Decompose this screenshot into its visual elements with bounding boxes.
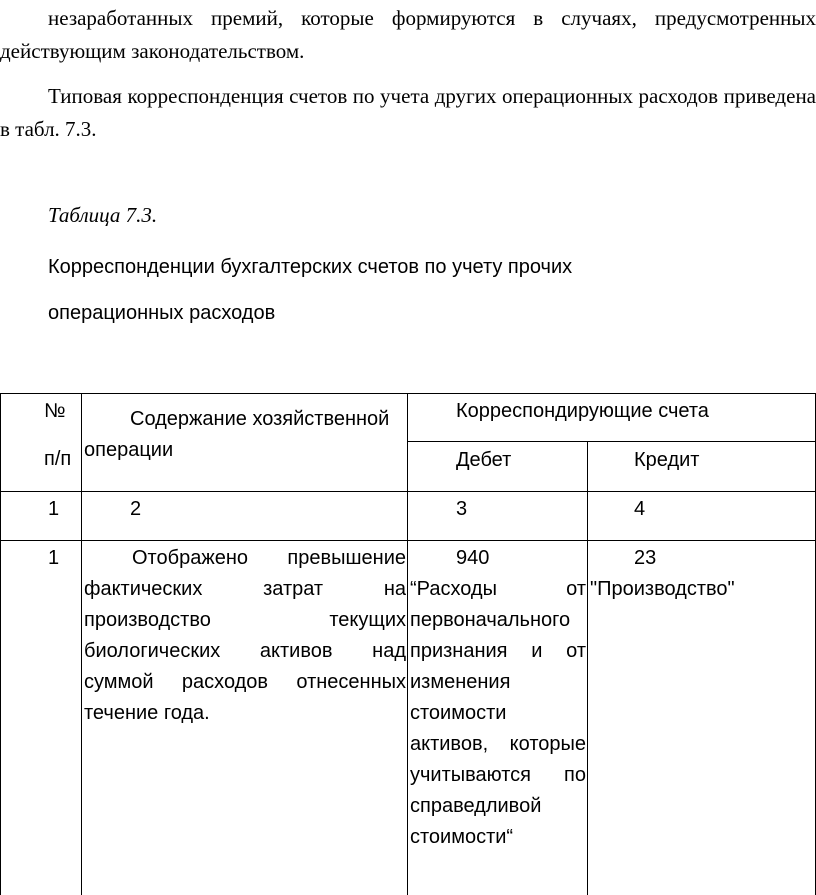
table-line-col-3: [587, 441, 588, 895]
table-line-col-1: [81, 393, 82, 895]
header-num-symbol: №: [44, 400, 66, 422]
row-1-content: Отображено превышение фактических затрат на производство текущих биологических активов над суммой расходов отнесенных течение года.: [84, 547, 406, 724]
column-number-3: 3: [456, 498, 468, 520]
table-line-header-split: [407, 441, 816, 442]
row-1-credit-code: 23: [634, 547, 657, 569]
row-1-debit-code: 940: [456, 547, 490, 569]
table-title-line-1: Корреспонденции бухгалтерских счетов по учету прочих: [48, 256, 573, 278]
row-1-debit-name: “Расходы от первоначального признания и от изменения стоимости активов, которые учитываются по справедливой стоимости“: [410, 578, 586, 848]
table-line-numbers-bottom: [0, 540, 816, 541]
column-number-2: 2: [130, 498, 142, 520]
table-caption: Таблица 7.3.: [48, 203, 158, 227]
paragraph-2: Типовая корреспонденция счетов по учета других операционных расходов приведена в табл. 7.3.: [0, 84, 816, 141]
table-line-header-bottom: [0, 491, 816, 492]
row-1-credit-name: "Производство": [590, 578, 735, 600]
row-1-num: 1: [48, 547, 60, 569]
table-line-col-2: [407, 393, 408, 895]
paragraph-1: незаработанных премий, которые формируются в случаях, предусмотренных действующим законодательством.: [0, 6, 816, 63]
table-line-left: [0, 393, 1, 895]
header-content-line-2: операции: [84, 439, 174, 461]
column-number-4: 4: [634, 498, 646, 520]
header-credit: Кредит: [634, 449, 700, 471]
header-debit: Дебет: [456, 449, 512, 471]
table-title-line-2: операционных расходов: [48, 302, 276, 324]
header-content-line-1: Содержание хозяйственной: [130, 408, 390, 430]
header-num-label: п/п: [44, 448, 72, 470]
header-accounts: Корреспондирующие счета: [456, 400, 709, 422]
column-number-1: 1: [48, 498, 60, 520]
table-line-top: [0, 393, 816, 394]
